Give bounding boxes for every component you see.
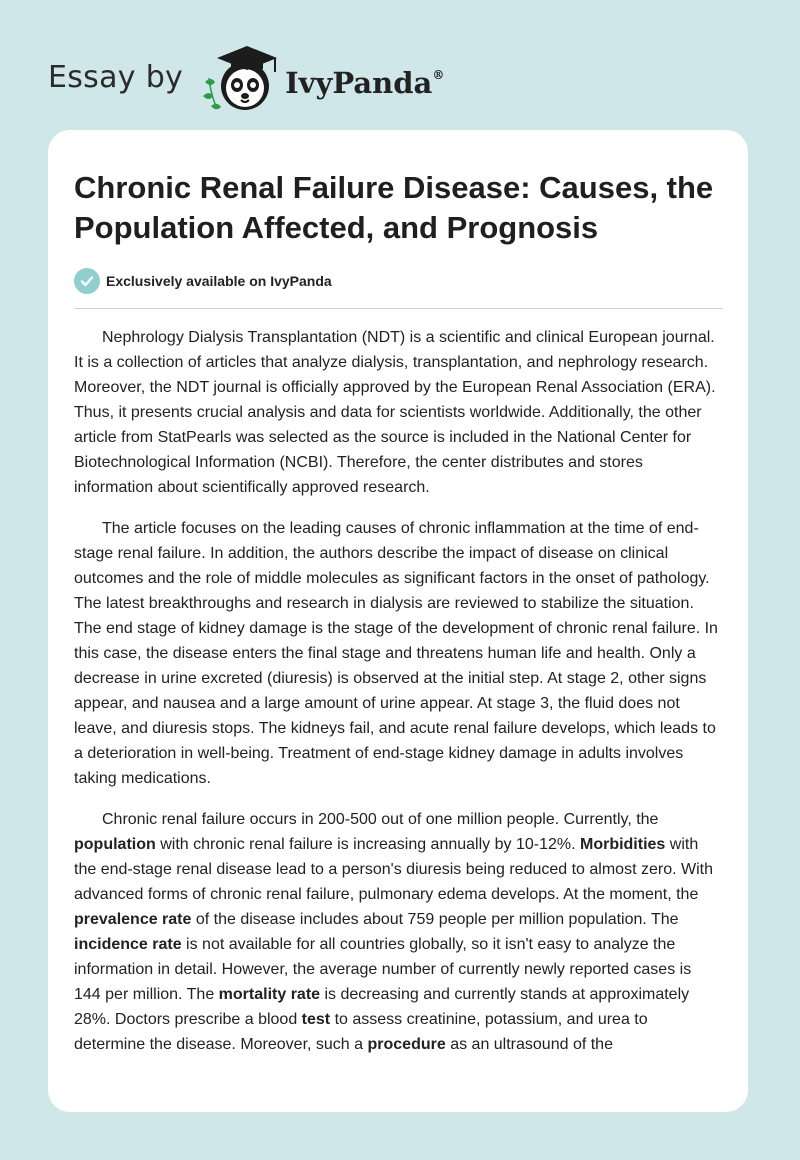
keyword-procedure[interactable]: procedure xyxy=(367,1036,446,1053)
essay-card xyxy=(48,130,748,1112)
panda-graduate-icon[interactable] xyxy=(197,42,281,118)
keyword-population[interactable]: population xyxy=(74,836,156,853)
essay-title: Chronic Renal Failure Disease: Causes, the Population Affected, and Prognosis xyxy=(74,170,714,245)
paragraph-3: Chronic renal failure occurs in 200-500 out of one million people. Currently, the population with chronic renal failure is increasing annually by 10-12%. Morbidities with the end-stage renal disease lead to a person's diuresis being reduced to almost zero. With advanced forms of chronic renal failure, pulmonary edema develops. At the moment, the prevalence rate of the disease includes about 759 people per million population. The incidence rate is not available for all countries globally, so it isn't easy to analyze the information in detail. However, the average number of currently newly reported cases is 144 per million. The mortality rate is decreasing and currently stands at approximately 28%. Doctors prescribe a blood test to assess creatinine, potassium, and urea to determine the disease. Moreover, such a procedure as an ultrasound of the xyxy=(74,811,713,1053)
keyword-prevalence-rate[interactable]: prevalence rate xyxy=(74,911,192,928)
exclusive-label: Exclusively available on IvyPanda xyxy=(106,273,332,289)
site-header xyxy=(48,40,444,120)
check-icon xyxy=(74,268,100,294)
exclusive-badge xyxy=(74,268,722,294)
divider xyxy=(74,308,722,309)
keyword-mortality-rate[interactable]: mortality rate xyxy=(218,986,321,1003)
paragraph-1: Nephrology Dialysis Transplantation (NDT) is a scientific and clinical European journal. It is a collection of articles that analyze dialysis, transplantation, and nephrology research. Moreover, the NDT journal is officially approved by the European Renal Association (ERA). Thus, it presents crucial analysis and data for scientists worldwide. Additionally, the other article from StatPearls was selected as the source is included in the National Center for Biotechnological Information (NCBI). Therefore, the center distributes and stores information about scientifically approved research. xyxy=(74,329,716,496)
keyword-morbidities[interactable]: Morbidities xyxy=(579,836,666,853)
brand-name[interactable]: IvyPanda® xyxy=(285,66,445,100)
keyword-incidence-rate[interactable]: incidence rate xyxy=(74,936,182,953)
keyword-test[interactable]: test xyxy=(301,1011,331,1028)
essay-by-label: Essay by xyxy=(48,59,184,95)
paragraph-2: The article focuses on the leading causes of chronic inflammation at the time of end-stage renal failure. In addition, the authors describe the impact of disease on clinical outcomes and the role of middle molecules as significant factors in the onset of pathology. The latest breakthroughs and research in dialysis are reviewed to stabilize the situation. The end stage of kidney damage is the stage of the development of chronic renal failure. In this case, the disease enters the final stage and threatens human life and health. Only a decrease in urine excreted (diuresis) is observed at the initial step. At stage 2, other signs appear, and nausea and a large amount of urine appear. At stage 3, the fluid does not leave, and diuresis stops. The kidneys fail, and acute renal failure develops, which leads to a deterioration in well-being. Treatment of end-stage kidney damage in adults involves taking medications. xyxy=(74,520,718,787)
